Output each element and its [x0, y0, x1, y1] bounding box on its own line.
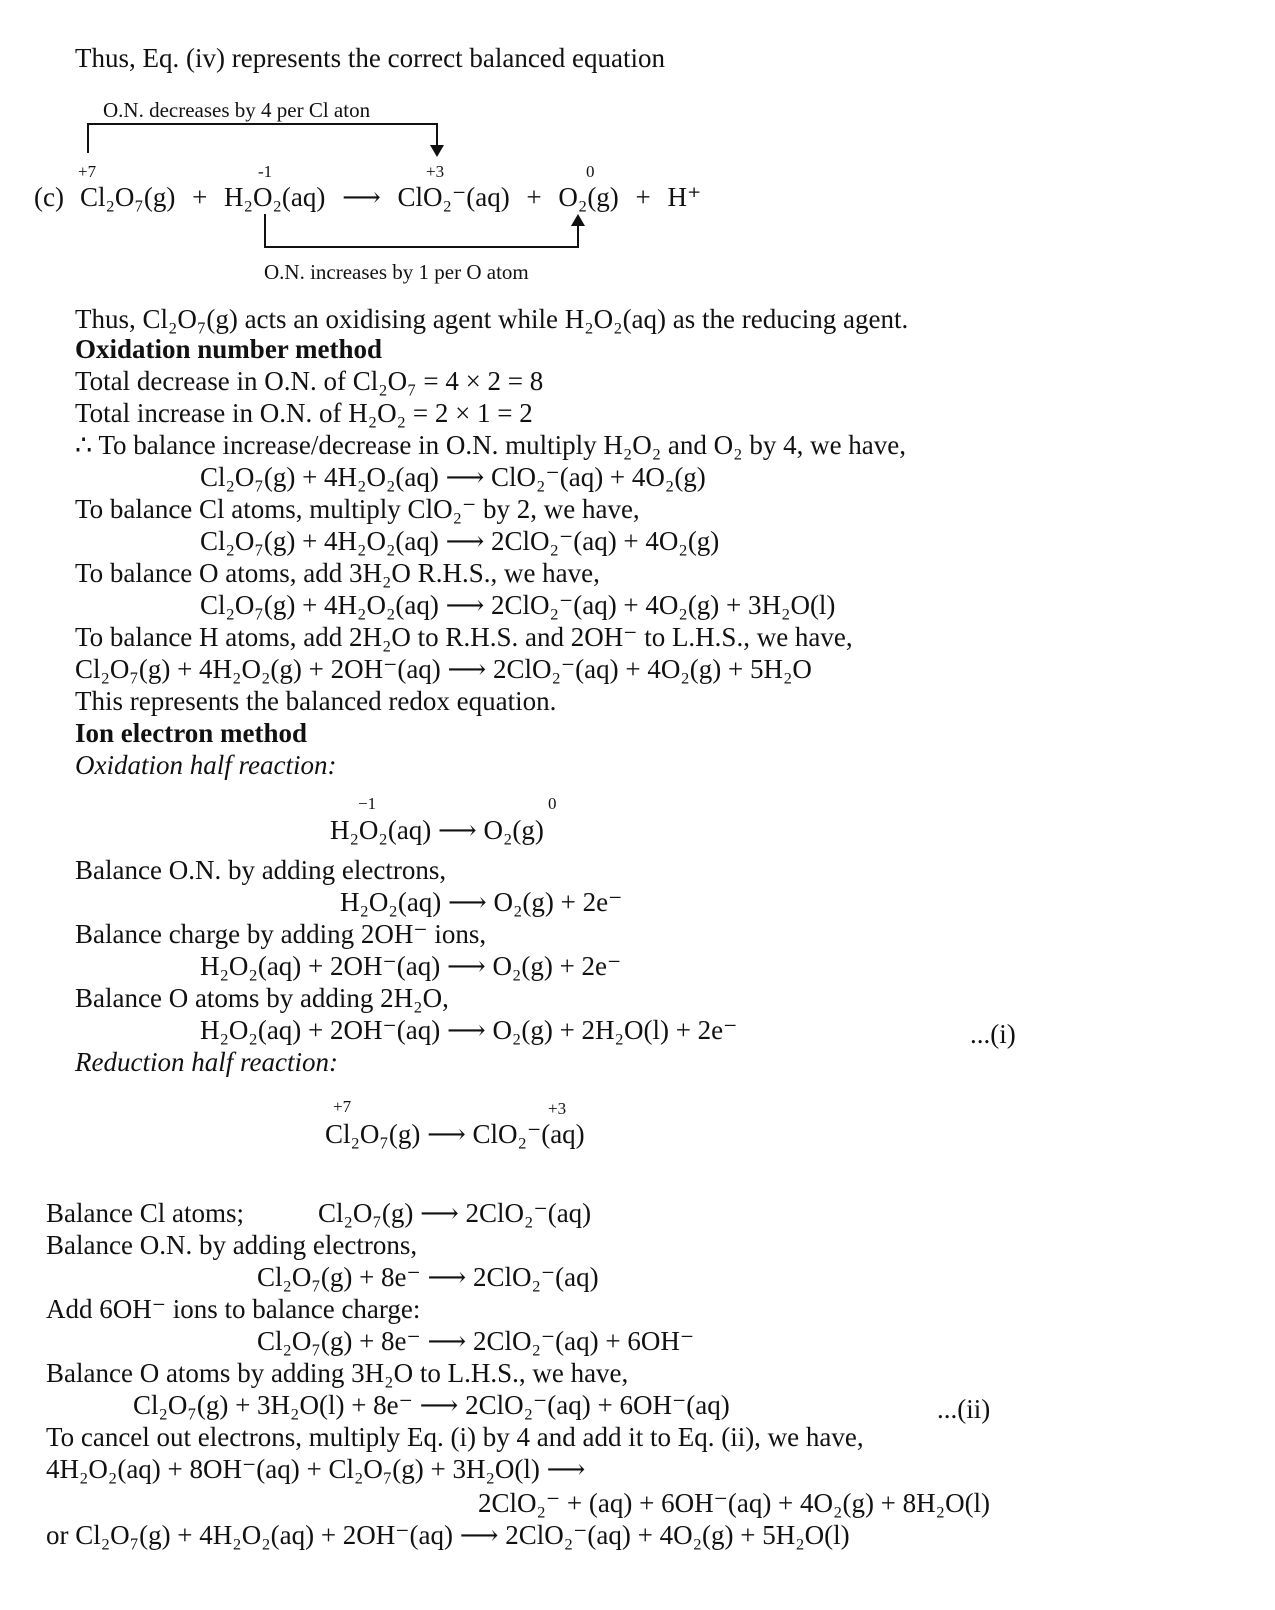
red-equation: Cl₂O₇(g) + 8e⁻ ⟶ 2ClO₂⁻(aq) + 6OH⁻: [257, 1326, 695, 1356]
intro-text: Thus, Eq. (iv) represents the correct balanced equation: [75, 43, 666, 73]
on-line: To balance Cl atoms, multiply ClO₂⁻ by 2, we have,: [75, 494, 640, 524]
red-line: Balance Cl atoms;: [46, 1198, 244, 1228]
on-method-heading: Oxidation number method: [75, 334, 383, 364]
eq-tag-i: ...(i): [970, 1019, 1016, 1049]
ion-method-heading: Ion electron method: [75, 718, 307, 748]
ox-equation: H₂O₂(aq) ⟶ O₂(g) + 2e⁻: [340, 887, 623, 917]
ox-line: Balance charge by adding 2OH⁻ ions,: [75, 919, 487, 949]
red-line: Balance O atoms by adding 3H₂O to L.H.S., we have,: [46, 1358, 629, 1388]
ox-on-right: 0: [548, 794, 557, 813]
on-line: Total increase in O.N. of H₂O₂ = 2 × 1 = 2: [75, 398, 533, 428]
decrease-bracket-left: [87, 123, 89, 153]
on-line: Total decrease in O.N. of Cl₂O₇ = 4 × 2 = 8: [75, 366, 544, 396]
increase-bracket-right: [577, 226, 579, 248]
on-o-right: 0: [586, 162, 595, 181]
on-o-left: -1: [258, 162, 273, 181]
red-equation: Cl₂O₇(g) ⟶ 2ClO₂⁻(aq): [318, 1198, 592, 1228]
arrow-down-icon: [430, 145, 444, 157]
on-line: To balance H atoms, add 2H₂O to R.H.S. and 2OH⁻ to L.H.S., we have,: [75, 622, 853, 652]
on-increase-caption: O.N. increases by 1 per O atom: [264, 260, 529, 284]
part-label: (c): [34, 182, 64, 212]
on-cl-right: +3: [426, 162, 445, 181]
red-line: To cancel out electrons, multiply Eq. (i) by 4 and add it to Eq. (ii), we have,: [46, 1422, 864, 1452]
reduction-heading: Reduction half reaction:: [75, 1047, 338, 1077]
ox-line: Balance O.N. by adding electrons,: [75, 855, 447, 885]
ox-line: Balance O atoms by adding 2H₂O,: [75, 983, 449, 1013]
agents-text: Thus, Cl₂O₇(g) acts an oxidising agent while H₂O₂(aq) as the reducing agent.: [75, 304, 909, 334]
red-equation: Cl₂O₇(g) + 3H₂O(l) + 8e⁻ ⟶ 2ClO₂⁻(aq) + 6OH⁻(aq): [133, 1390, 730, 1420]
ox-equation: H₂O₂(aq) + 2OH⁻(aq) ⟶ O₂(g) + 2H₂O(l) + 2e⁻: [200, 1015, 738, 1045]
red-equation: Cl₂O₇(g) + 8e⁻ ⟶ 2ClO₂⁻(aq): [257, 1262, 599, 1292]
on-line: To balance O atoms, add 3H₂O R.H.S., we have,: [75, 558, 600, 588]
final-equation: or Cl₂O₇(g) + 4H₂O₂(aq) + 2OH⁻(aq) ⟶ 2ClO₂⁻(aq) + 4O₂(g) + 5H₂O(l): [46, 1520, 850, 1550]
on-decrease-caption: O.N. decreases by 4 per Cl aton: [103, 98, 371, 122]
on-equation: Cl₂O₇(g) + 4H₂O₂(g) + 2OH⁻(aq) ⟶ 2ClO₂⁻(aq) + 4O₂(g) + 5H₂O: [75, 654, 812, 684]
on-line: This represents the balanced redox equation.: [75, 686, 557, 716]
red-equation: 4H₂O₂(aq) + 8OH⁻(aq) + Cl₂O₇(g) + 3H₂O(l) ⟶: [46, 1454, 586, 1484]
eq-tag-ii: ...(ii): [937, 1394, 991, 1424]
red-on-right: +3: [548, 1099, 567, 1118]
on-line: ∴ To balance increase/decrease in O.N. multiply H₂O₂ and O₂ by 4, we have,: [75, 430, 907, 460]
arrow-up-icon: [571, 214, 585, 226]
red-equation: 2ClO₂⁻ + (aq) + 6OH⁻(aq) + 4O₂(g) + 8H₂O(l): [478, 1488, 991, 1518]
on-equation: Cl₂O₇(g) + 4H₂O₂(aq) ⟶ ClO₂⁻(aq) + 4O₂(g): [200, 462, 706, 492]
ox-on-left: −1: [358, 794, 377, 813]
decrease-bracket-right: [436, 123, 438, 145]
on-equation: Cl₂O₇(g) + 4H₂O₂(aq) ⟶ 2ClO₂⁻(aq) + 4O₂(g) + 3H₂O(l): [200, 590, 836, 620]
on-equation: Cl₂O₇(g) + 4H₂O₂(aq) ⟶ 2ClO₂⁻(aq) + 4O₂(g): [200, 526, 720, 556]
red-equation: Cl₂O₇(g) ⟶ ClO₂⁻(aq): [325, 1119, 585, 1149]
increase-bracket-left: [264, 214, 266, 248]
red-on-left: +7: [333, 1097, 352, 1116]
ox-equation: H₂O₂(aq) + 2OH⁻(aq) ⟶ O₂(g) + 2e⁻: [200, 951, 622, 981]
red-line: Add 6OH⁻ ions to balance charge:: [46, 1294, 421, 1324]
red-line: Balance O.N. by adding electrons,: [46, 1230, 418, 1260]
ox-equation: H₂O₂(aq) ⟶ O₂(g): [330, 815, 544, 845]
increase-bracket-bottom: [264, 246, 579, 248]
decrease-bracket-top: [87, 123, 438, 125]
on-cl-left: +7: [78, 162, 97, 181]
oxidation-heading: Oxidation half reaction:: [75, 750, 337, 780]
scheme-equation: Cl₂O₇(g) + H₂O₂(aq) ⟶ ClO₂⁻(aq) + O₂(g) + H⁺: [80, 182, 702, 212]
